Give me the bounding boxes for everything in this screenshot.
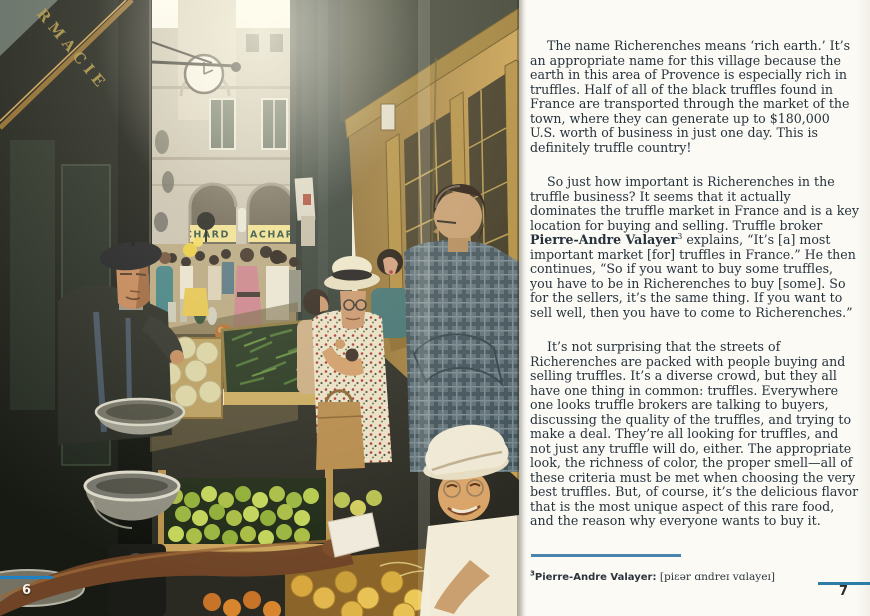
paragraph-2-text-a: So just how important is Richerenches in the truffle business? It seems that it actually dominates the truffle market in France and is a key location for buying and selling. Truffle broker: [530, 174, 859, 233]
footnote-divider: [531, 554, 681, 557]
paragraph-3-text: It’s not surprising that the streets of Richerenches are packed with people buying and selling truffles. It’s a diverse crowd, but they all have one thing in common: truffles. Everywhere one looks truffle brokers are talking to buyers, discussing the quality of the truffles, and trying to make a deal. They’re all looking for truffles, and not just any truffle will do, either. The appropriate look, the richness of color, the proper smell—all of these criteria must be met when choosing the very best truffles. But, of course, it’s the delicious flavor that is the most unique aspect of this rare food, and the reason why everyone wants to buy it.: [530, 339, 859, 528]
paragraph-3: [530, 340, 859, 529]
left-page-rule: [0, 576, 53, 579]
paragraph-2-text-b: explains, “It’s [a] most important market [for] truffles in France.” He then continues, “So if you want to buy some truffles, you have to be in Richerenches to buy [some]. So for the sellers, it’s the same thing. If you want to sell well, then you have to come to Richerenches.”: [530, 232, 856, 320]
footnote-term: Pierre-Andre Valayer:: [534, 571, 657, 583]
footnote: [530, 571, 859, 584]
left-page-number: 6: [22, 583, 32, 598]
paragraph-1: [530, 39, 859, 155]
paragraph-2: [530, 175, 859, 320]
footnote-reference: 3: [677, 231, 683, 241]
right-page-number: 7: [838, 584, 848, 599]
footnote-sup: 3: [530, 569, 535, 578]
body-text: [530, 39, 859, 594]
broker-name-bold: Pierre-Andre Valayer: [530, 232, 678, 247]
paragraph-1-text: The name Richerenches means ‘rich earth.’ It’s an appropriate name for this village because the earth in this area of Provence is especially rich in truffles. Half of all of the black truffles found in France are transported through the market of the town, where they can generate up to $180,000 U.S. worth of business in just one day. This is definitely truffle country!: [530, 38, 851, 155]
footnote-pronunciation: [piɛər ɑndreɪ vɑlayeɪ]: [656, 570, 776, 583]
right-page-text: [519, 0, 870, 616]
